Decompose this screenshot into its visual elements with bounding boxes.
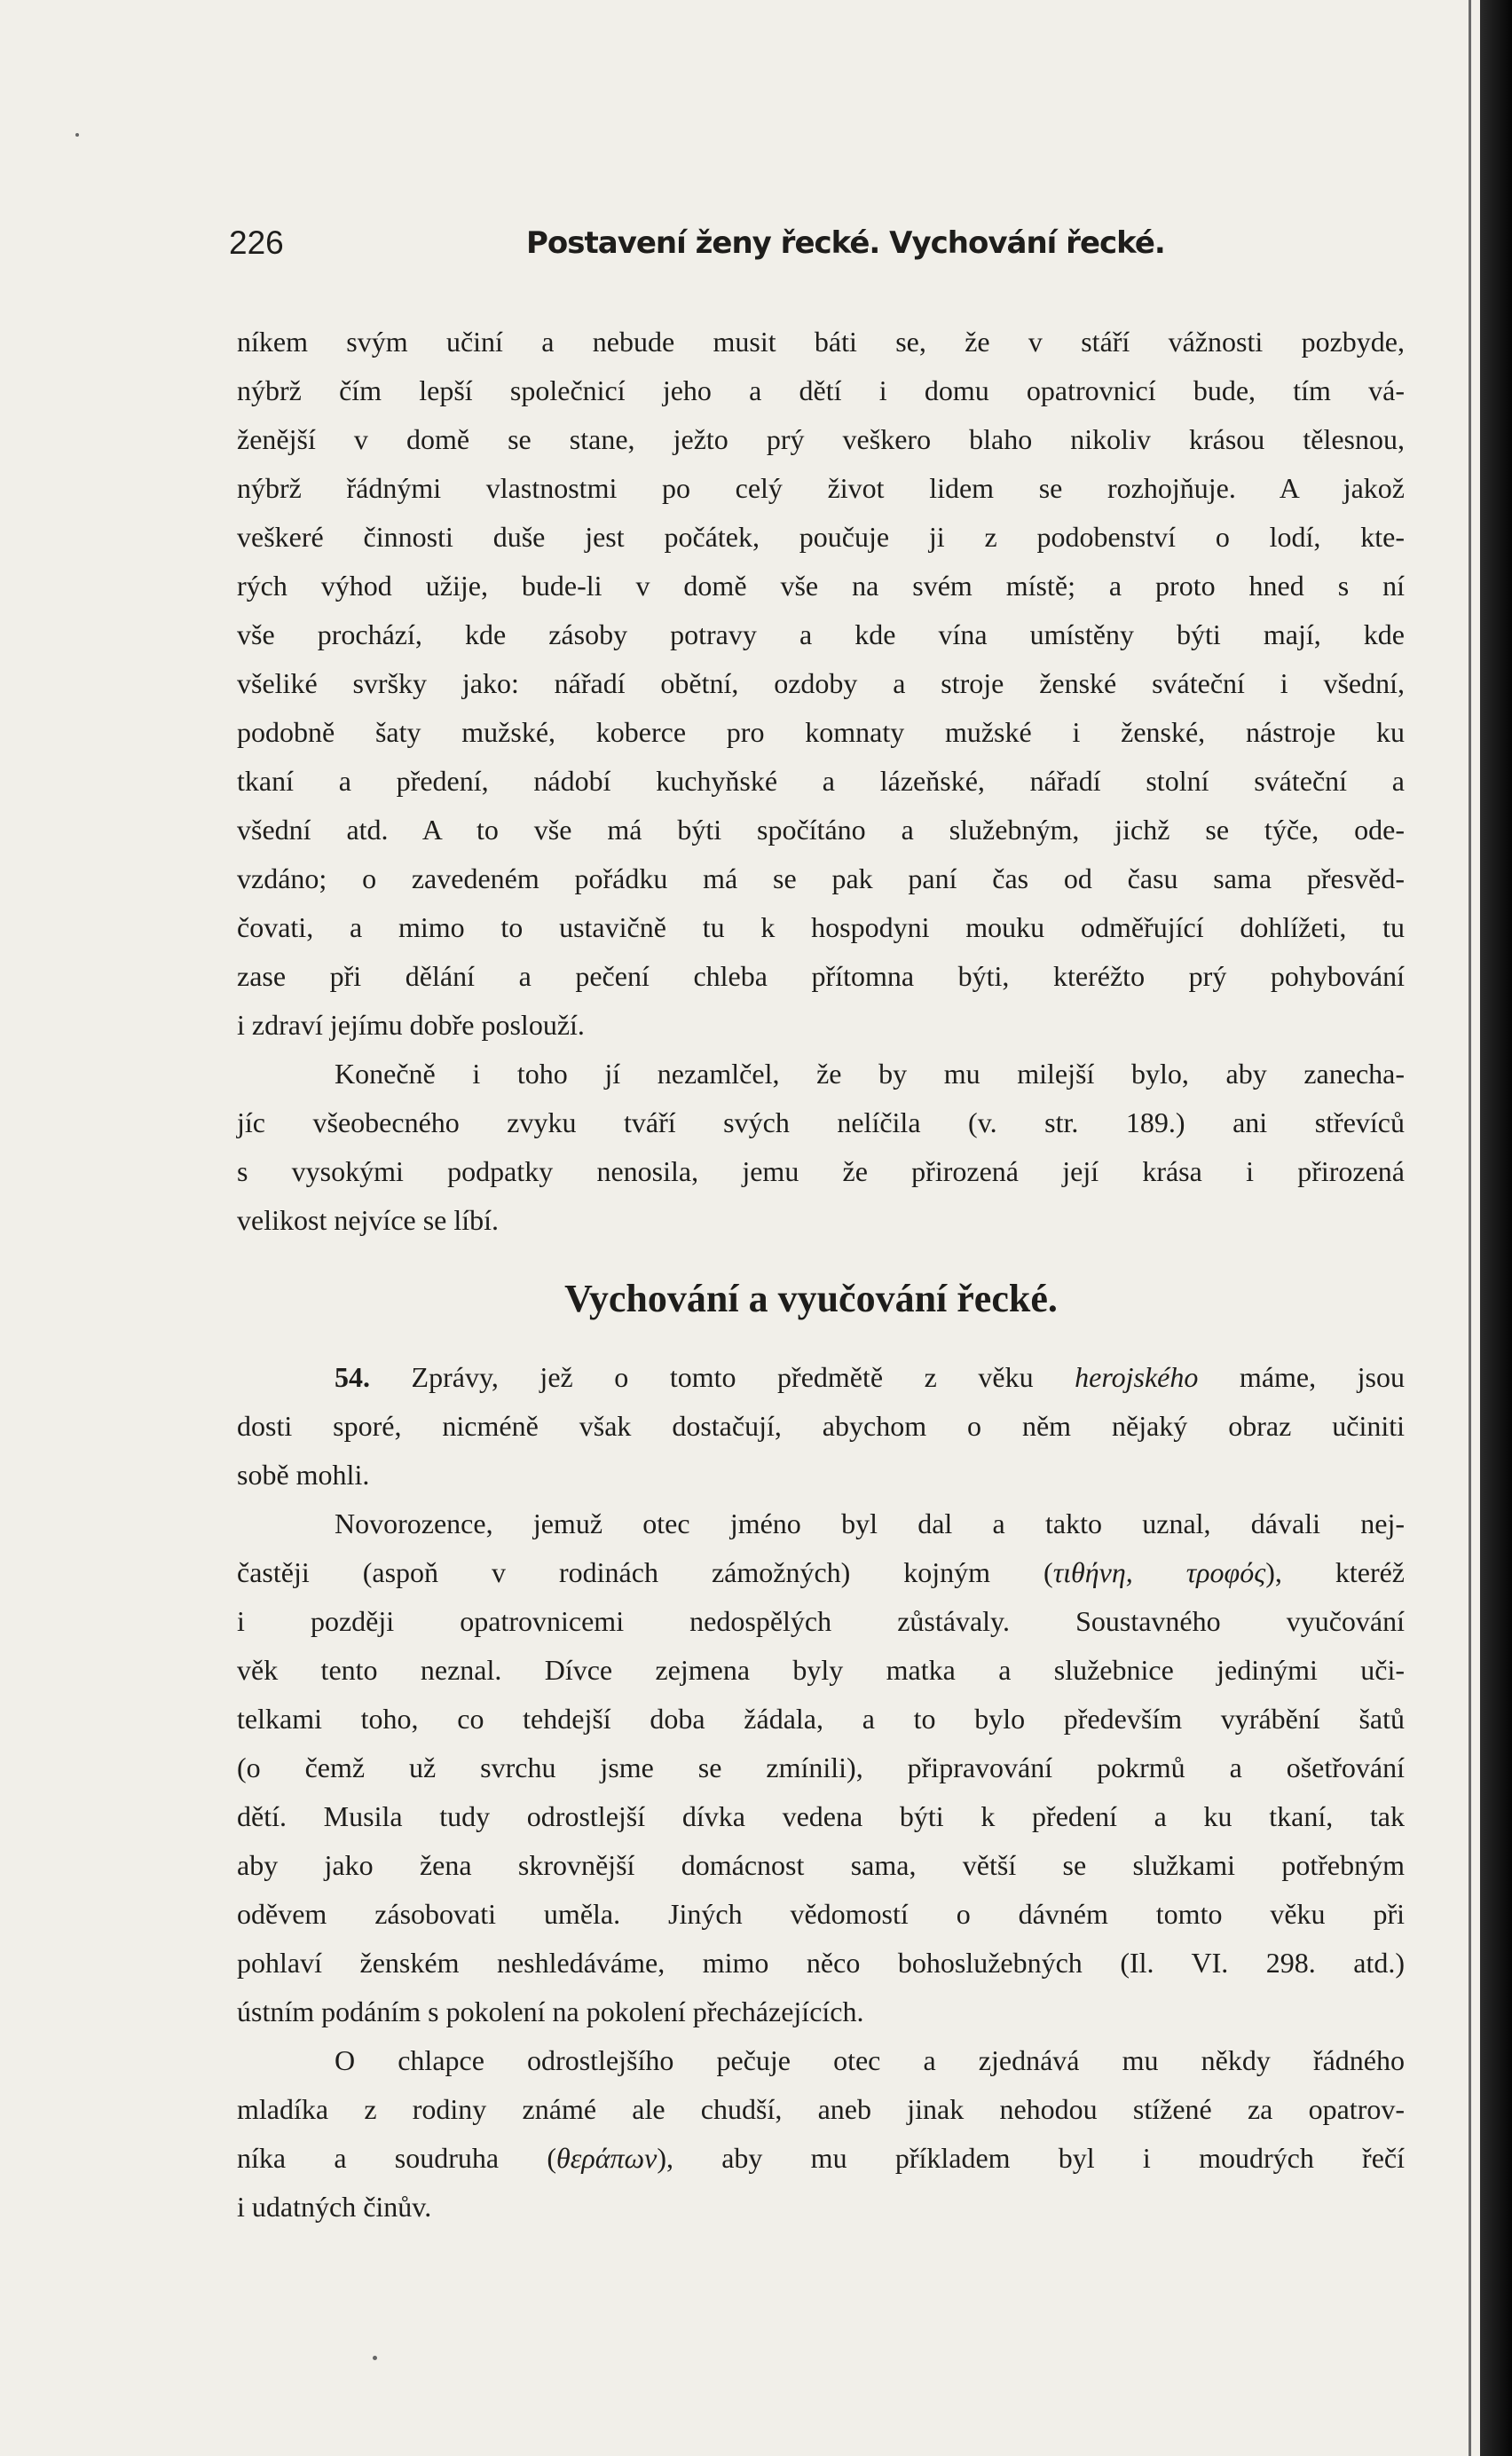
- text-line: [237, 1548, 1405, 1597]
- page-number: 226: [229, 224, 284, 261]
- text-run: častěji (aspoň v rodinách zámožných) kojným (: [237, 1556, 1053, 1588]
- text-line: všední atd. A to vše má býti spočítáno a služebným, jichž se týče, ode-: [237, 814, 1405, 846]
- text-line: nýbrž čím lepší společnicí jeho a dětí i domu opatrovnicí bude, tím vá-: [237, 374, 1405, 406]
- text-line: Konečně i toho jí nezamlčel, že by mu milejší bylo, aby zanecha-: [335, 1058, 1405, 1090]
- text-line: i zdraví jejímu dobře poslouží.: [237, 1009, 585, 1041]
- text-line: jíc všeobecného zvyku tváří svých nelíčila (v. str. 189.) ani střevíců: [237, 1106, 1405, 1138]
- text-line: vše prochází, kde zásoby potravy a kde vína umístěny býti mají, kde: [237, 618, 1405, 650]
- greek-term: θεράπων: [556, 2142, 658, 2174]
- text-line: (o čemž už svrchu jsme se zmínili), připravování pokrmů a ošetřování: [237, 1751, 1405, 1783]
- text-line: ženější v domě se stane, ježto prý veškero blaho nikoliv krásou tělesnou,: [237, 423, 1405, 455]
- print-speck: [75, 133, 79, 137]
- text-line: oděvem zásobovati uměla. Jiných vědomostí o dávném tomto věku při: [237, 1898, 1405, 1930]
- text-line: veškeré činnosti duše jest počátek, poučuje ji z podobenství o lodí, kte-: [237, 521, 1405, 553]
- text-line: tkaní a předení, nádobí kuchyňské a lázeňské, nářadí stolní sváteční a: [237, 765, 1405, 797]
- section-heading: Vychování a vyučování řecké.: [564, 1277, 1058, 1320]
- text-line: telkami toho, co tehdejší doba žádala, a to bylo především vyrábění šatů: [237, 1703, 1405, 1735]
- text-line: sobě mohli.: [237, 1459, 370, 1491]
- text-run: máme, jsou: [1198, 1361, 1406, 1393]
- text-line: dětí. Musila tudy odrostlejší dívka vedena býti k předení a ku tkaní, tak: [237, 1800, 1405, 1832]
- text-line: s vysokými podpatky nenosila, jemu že přirozená její krása i přirozená: [237, 1155, 1405, 1187]
- text-line: [237, 1353, 1405, 1402]
- text-line: velikost nejvíce se líbí.: [237, 1204, 500, 1236]
- section-number: 54.: [335, 1361, 370, 1393]
- text-line: O chlapce odrostlejšího pečuje otec a zjednává mu někdy řádného: [335, 2044, 1405, 2076]
- text-run: ), kteréž: [1265, 1556, 1405, 1588]
- paragraph-block-top: [237, 318, 1405, 1245]
- page-edge-line: [1469, 0, 1471, 2456]
- running-head: Postavení ženy řecké. Vychování řecké.: [526, 225, 1165, 261]
- text-line: ústním podáním s pokolení na pokolení přecházejících.: [237, 1996, 864, 2027]
- text-line: dosti sporé, nicméně však dostačují, abychom o něm nějaký obraz učiniti: [237, 1410, 1405, 1442]
- text-line: Novorozence, jemuž otec jméno byl dal a takto uznal, dávali nej-: [335, 1507, 1405, 1539]
- page-header: [229, 222, 1407, 275]
- paragraph-block-section: [237, 1353, 1405, 2232]
- text-line: podobně šaty mužské, koberce pro komnaty mužské i ženské, nástroje ku: [237, 716, 1405, 748]
- text-line: [237, 2134, 1405, 2183]
- text-line: i později opatrovnicemi nedospělých zůstávaly. Soustavného vyučování: [237, 1605, 1405, 1637]
- text-run: Zprávy, jež o tomto předmětě z věku: [370, 1361, 1075, 1393]
- text-line: všeliké svršky jako: nářadí obětní, ozdoby a stroje ženské sváteční i všední,: [237, 667, 1405, 699]
- text-line: zase při dělání a pečení chleba přítomna býti, kteréžto prý pohybování: [237, 960, 1405, 992]
- italic-term: herojského: [1075, 1361, 1199, 1393]
- print-speck: [373, 2356, 377, 2360]
- text-line: i udatných činův.: [237, 2191, 432, 2223]
- greek-term: τιθήνη, τροφός: [1052, 1556, 1266, 1588]
- text-line: věk tento neznal. Dívce zejmena byly matka a služebnice jedinými uči-: [237, 1654, 1405, 1686]
- text-line: vzdáno; o zavedeném pořádku má se pak paní čas od času sama přesvěd-: [237, 862, 1405, 894]
- text-line: nýbrž řádnými vlastnostmi po celý život lidem se rozhojňuje. A jakož: [237, 472, 1405, 504]
- text-line: čovati, a mimo to ustavičně tu k hospodyni mouku odměřující dohlížeti, tu: [237, 911, 1405, 943]
- text-line: aby jako žena skrovnější domácnost sama, větší se služkami potřebným: [237, 1849, 1405, 1881]
- scan-border: [1480, 0, 1512, 2456]
- text-run: níka a soudruha (: [237, 2142, 557, 2174]
- text-line: mladíka z rodiny známé ale chudší, aneb jinak nehodou stížené za opatrov-: [237, 2093, 1405, 2125]
- text-run: ), aby mu příkladem byl i moudrých řečí: [657, 2142, 1406, 2174]
- text-line: níkem svým učiní a nebude musit báti se, že v stáří vážnosti pozbyde,: [237, 326, 1405, 358]
- text-line: pohlaví ženském neshledáváme, mimo něco bohoslužebných (Il. VI. 298. atd.): [237, 1947, 1405, 1979]
- text-line: rých výhod užije, bude-li v domě vše na svém místě; a proto hned s ní: [237, 570, 1405, 602]
